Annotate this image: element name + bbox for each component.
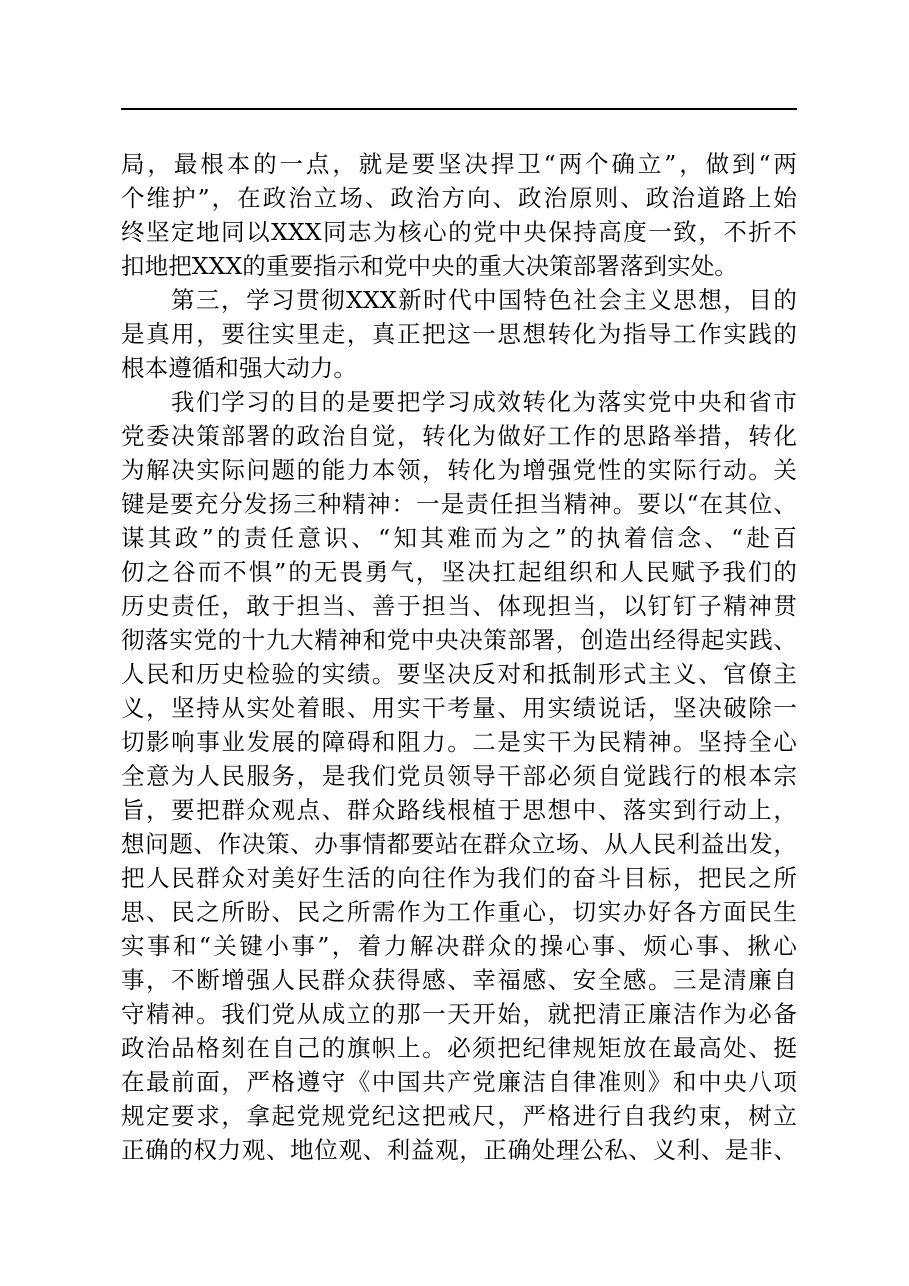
text-line: 为解决实际问题的能力本领，转化为增强党性的实际行动。关 [121,456,797,484]
text-line: 事，不断增强人民群众获得感、幸福感、安全感。三是清廉自 [121,966,797,994]
paragraph-start: 第三，学习贯彻XXX新时代中国特色社会主义思想，目的 [171,286,797,314]
text-line: 历史责任，敢于担当、善于担当、体现担当，以钉钉子精神贯 [121,592,797,620]
text-line: 思、民之所盼、民之所需作为工作重心，切实办好各方面民生 [121,898,797,926]
text-line: 把人民群众对美好生活的向往作为我们的奋斗目标，把民之所 [121,864,797,892]
paragraph-start: 我们学习的目的是要把学习成效转化为落实党中央和省市 [171,388,797,416]
text-line: 仞之谷而不惧”的无畏勇气，坚决扛起组织和人民赋予我们的 [121,558,797,586]
text-line: 键是要充分发扬三种精神：一是责任担当精神。要以“在其位、 [121,490,797,518]
header-rule [121,108,797,110]
text-line: 正确的权力观、地位观、利益观，正确处理公私、义利、是非、 [121,1136,797,1164]
text-line: 扣地把XXX的重要指示和党中央的重大决策部署落到实处。 [121,252,738,280]
text-line: 实事和“关键小事”，着力解决群众的操心事、烦心事、揪心 [121,932,797,960]
text-line: 是真用，要往实里走，真正把这一思想转化为指导工作实践的 [121,320,797,348]
text-line: 义，坚持从实处着眼、用实干考量、用实绩说话，坚决破除一 [121,694,797,722]
text-line: 政治品格刻在自己的旗帜上。必须把纪律规矩放在最高处、挺 [121,1034,797,1062]
text-line: 终坚定地同以XXX同志为核心的党中央保持高度一致，不折不 [121,218,797,246]
text-line: 规定要求，拿起党规党纪这把戒尺，严格进行自我约束，树立 [121,1102,797,1130]
text-line: 根本遵循和强大动力。 [121,354,357,382]
text-line: 彻落实党的十九大精神和党中央决策部署，创造出经得起实践、 [121,626,797,654]
text-line: 人民和历史检验的实绩。要坚决反对和抵制形式主义、官僚主 [121,660,797,688]
text-line: 旨，要把群众观点、群众路线根植于思想中、落实到行动上， [121,796,797,824]
text-line: 全意为人民服务，是我们党员领导干部必须自觉践行的根本宗 [121,762,797,790]
text-line: 想问题、作决策、办事情都要站在群众立场、从人民利益出发， [121,830,797,858]
text-line: 谋其政”的责任意识、“知其难而为之”的执着信念、“赴百 [121,524,797,552]
text-line: 在最前面，严格遵守《中国共产党廉洁自律准则》和中央八项 [121,1068,797,1096]
text-line: 切影响事业发展的障碍和阻力。二是实干为民精神。坚持全心 [121,728,797,756]
text-line: 守精神。我们党从成立的那一天开始，就把清正廉洁作为必备 [121,1000,797,1028]
text-line: 党委决策部署的政治自觉，转化为做好工作的思路举措，转化 [121,422,797,450]
text-line: 个维护”，在政治立场、政治方向、政治原则、政治道路上始 [121,184,797,212]
text-line: 局，最根本的一点，就是要坚决捍卫“两个确立”，做到“两 [121,150,797,178]
